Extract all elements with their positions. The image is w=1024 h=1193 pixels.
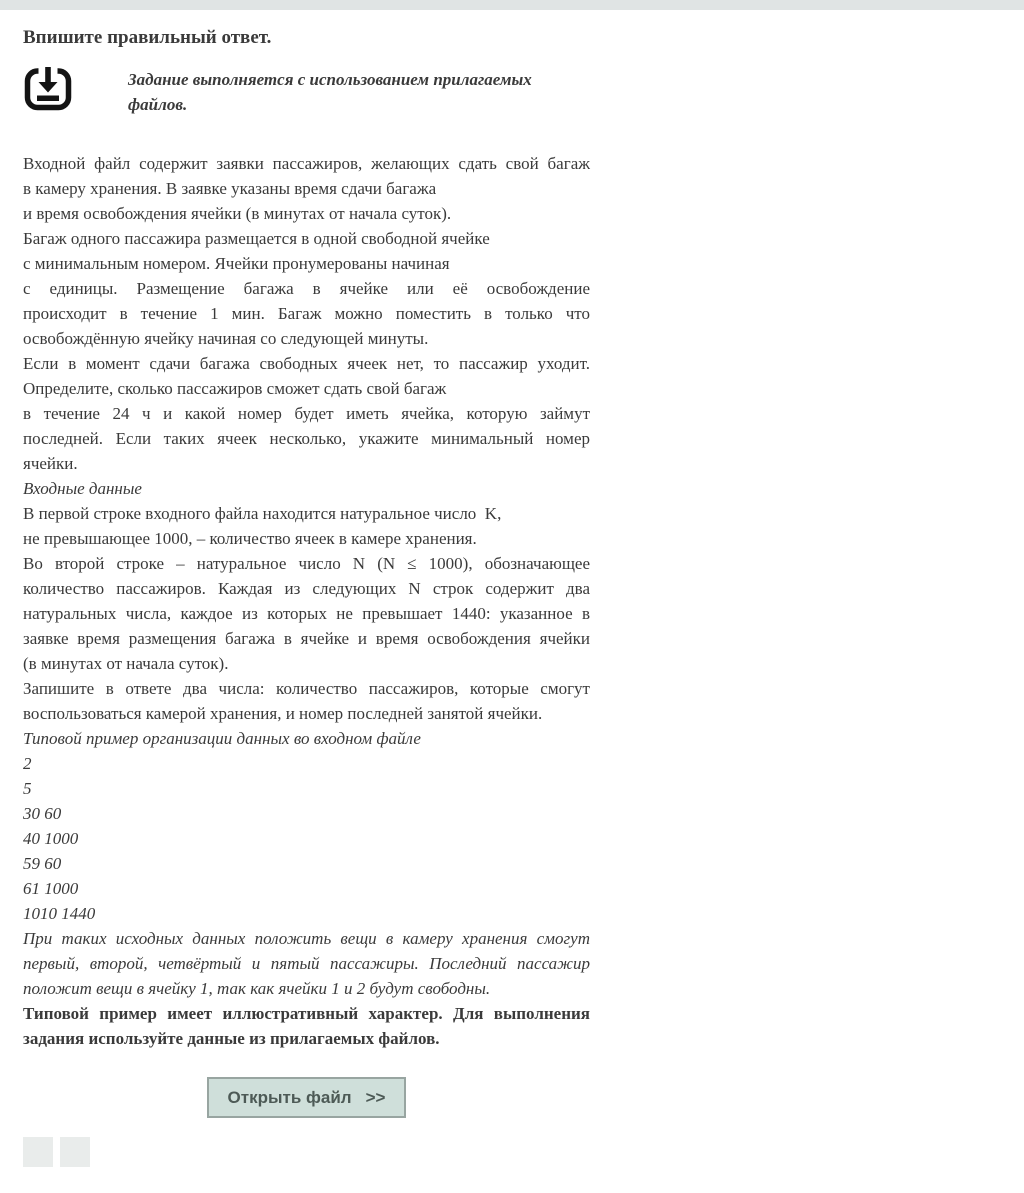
task-line: В первой строке входного файла находится натуральное число K,: [23, 504, 502, 523]
task-line: 2: [23, 754, 32, 773]
task-line: воспользоваться камерой хранения, и номер последней занятой ячейки.: [23, 704, 543, 723]
attachment-note: Задание выполняется с использованием прилагаемых файлов.: [128, 70, 532, 114]
task-line: натуральных числа, каждое из которых не превышает 1440: указанное в: [23, 604, 590, 623]
nav-placeholder-2[interactable]: [60, 1137, 90, 1167]
task-line: Входные данные: [23, 479, 142, 498]
task-line: Определите, сколько пассажиров сможет сдать свой багаж: [23, 379, 447, 398]
task-text: [23, 151, 590, 1051]
task-line: (в минутах от начала суток).: [23, 654, 229, 673]
task-line: в камеру хранения. В заявке указаны время сдачи багажа: [23, 179, 437, 198]
task-line: Входной файл содержит заявки пассажиров, желающих сдать свой багаж: [23, 154, 590, 173]
task-line: Если в момент сдачи багажа свободных ячеек нет, то пассажир уходит.: [23, 354, 590, 373]
task-line: Багаж одного пассажира размещается в одной свободной ячейке: [23, 229, 490, 248]
task-line: не превышающее 1000, – количество ячеек в камере хранения.: [23, 529, 477, 548]
task-line: в течение 24 ч и какой номер будет иметь ячейка, которую займут: [23, 404, 590, 423]
task-line: 30 60: [23, 804, 62, 823]
task-line: 5: [23, 779, 32, 798]
nav-placeholder-1[interactable]: [23, 1137, 53, 1167]
task-line: При таких исходных данных положить вещи в камеру хранения смогут: [23, 929, 590, 948]
nav-placeholder-row: [23, 1137, 610, 1167]
task-line: Во второй строке – натуральное число N (N ≤ 1000), обозначающее: [23, 554, 590, 573]
download-file-icon: [23, 63, 73, 113]
task-line: с единицы. Размещение багажа в ячейке или её освобождение: [23, 279, 590, 298]
task-line: 59 60: [23, 854, 62, 873]
button-row: [207, 1077, 610, 1118]
top-divider-bar: [0, 0, 1024, 10]
open-file-label: Открыть файл: [227, 1088, 352, 1107]
task-line: 1010 1440: [23, 904, 96, 923]
task-line: задания используйте данные из прилагаемых файлов.: [23, 1029, 440, 1048]
double-chevron-icon: >>: [365, 1088, 386, 1107]
task-line: Типовой пример имеет иллюстративный характер. Для выполнения: [23, 1004, 590, 1023]
open-file-button[interactable]: [207, 1077, 406, 1118]
page-title: Впишите правильный ответ.: [23, 27, 272, 48]
task-line: и время освобождения ячейки (в минутах от начала суток).: [23, 204, 452, 223]
task-line: с минимальным номером. Ячейки пронумерованы начиная: [23, 254, 450, 273]
attachment-note-row: [23, 63, 610, 117]
task-line: количество пассажиров. Каждая из следующих N строк содержит два: [23, 579, 590, 598]
task-line: заявке время размещения багажа в ячейке и время освобождения ячейки: [23, 629, 590, 648]
task-line: положит вещи в ячейку 1, так как ячейки 1 и 2 будут свободны.: [23, 979, 491, 998]
task-line: 61 1000: [23, 879, 79, 898]
task-line: 40 1000: [23, 829, 79, 848]
task-line: Запишите в ответе два числа: количество пассажиров, которые смогут: [23, 679, 590, 698]
task-page: [0, 10, 610, 1167]
task-line: ячейки.: [23, 454, 78, 473]
task-line: последней. Если таких ячеек несколько, укажите минимальный номер: [23, 429, 590, 448]
task-line: Типовой пример организации данных во входном файле: [23, 729, 421, 748]
task-line: происходит в течение 1 мин. Багаж можно поместить в только что: [23, 304, 590, 323]
task-line: первый, второй, четвёртый и пятый пассажиры. Последний пассажир: [23, 954, 590, 973]
task-line: освобождённую ячейку начиная со следующей минуты.: [23, 329, 429, 348]
